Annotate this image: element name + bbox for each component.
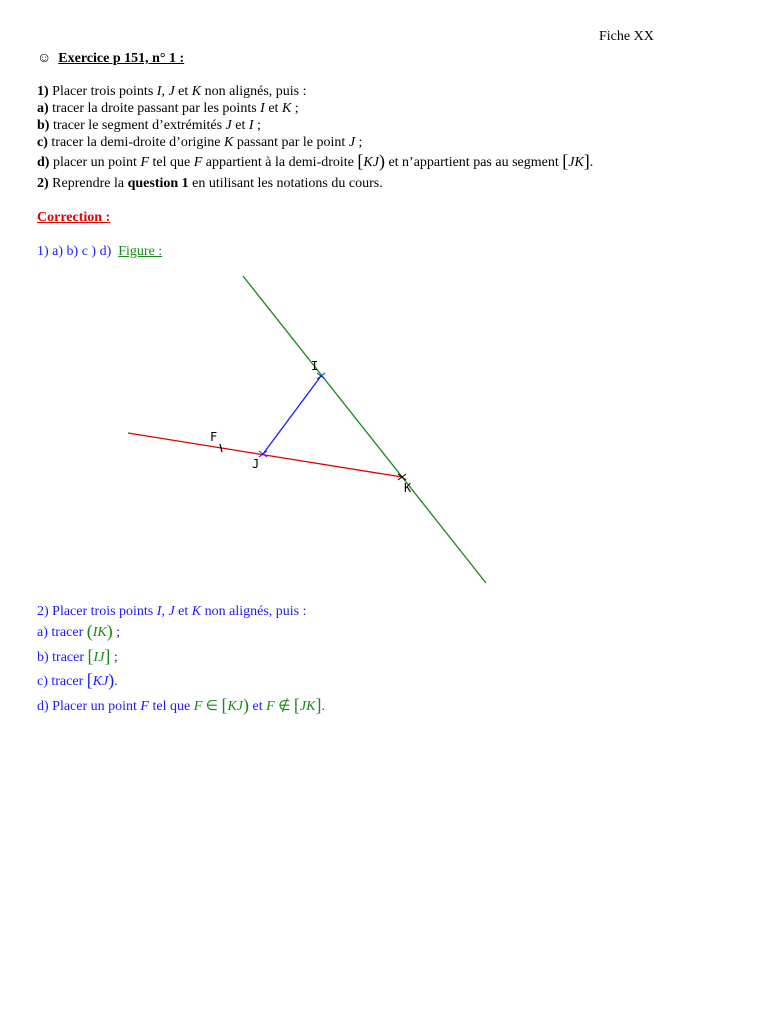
segment-JI [263, 376, 321, 454]
sheet-header: Fiche XX [599, 29, 654, 44]
part2-intro: 2) Placer trois points I, J et K non alignés, puis : [37, 604, 307, 619]
label-J: J [252, 457, 260, 471]
part2-b: b) tracer [IJ] ; [37, 646, 118, 666]
part2-a: a) tracer (IK) ; [37, 621, 121, 641]
label-F: F [210, 430, 218, 444]
question-2: 2) Reprendre la question 1 en utilisant les notations du cours. [37, 176, 383, 191]
question-1c: c) tracer la demi-droite d’origine K passant par le point J ; [37, 135, 363, 150]
question-1d: d) placer un point F tel que F appartient à la demi-droite [KJ) et n’appartient pas au segment [JK]. [37, 151, 594, 171]
part2-c: c) tracer [KJ). [37, 670, 118, 690]
question-1b: b) tracer le segment d’extrémités J et I ; [37, 118, 261, 133]
correction-title: Correction : [37, 210, 111, 225]
exercise-title-text: Exercice p 151, n° 1 : [58, 51, 185, 66]
part2-d: d) Placer un point F tel que F ∈ [KJ) et F ∉ [JK]. [37, 695, 325, 715]
line-IK [243, 276, 486, 583]
question-1a: a) tracer la droite passant par les points I et K ; [37, 101, 299, 116]
smiley-icon: ☺ [37, 51, 52, 66]
label-K: K [404, 481, 412, 495]
label-I: I [311, 359, 319, 373]
figure-label: Figure : [118, 244, 163, 259]
correction-part1: 1) a) b) c ) d) Figure : [37, 244, 163, 259]
question-1: 1) Placer trois points I, J et K non alignés, puis : [37, 84, 307, 99]
